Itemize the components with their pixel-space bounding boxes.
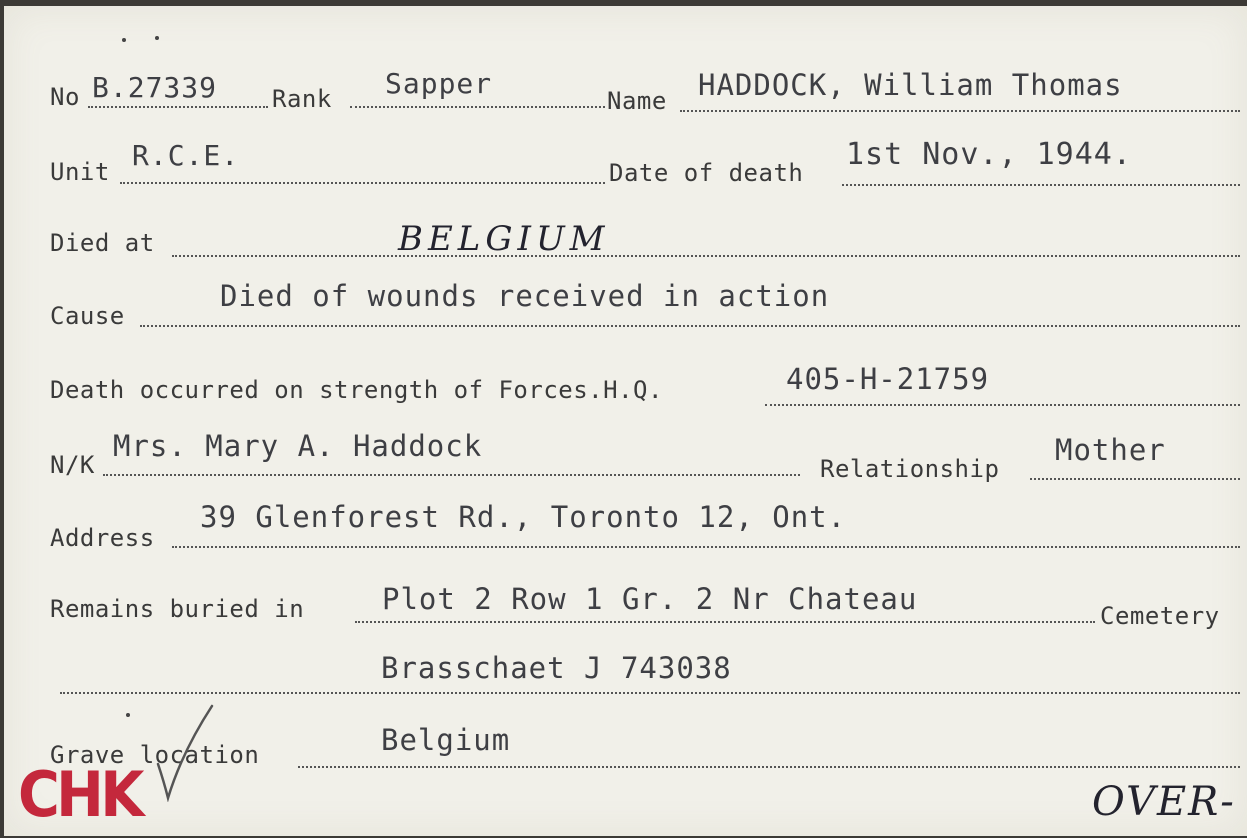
cause-value: Died of wounds received in action bbox=[220, 279, 830, 313]
rank-value: Sapper bbox=[385, 67, 493, 100]
grave-location-value: Belgium bbox=[381, 723, 511, 757]
name-underline bbox=[680, 110, 1240, 112]
next-of-kin-label: N/K bbox=[50, 451, 95, 479]
name-label: Name bbox=[607, 87, 667, 115]
remains-underline bbox=[355, 621, 1095, 623]
relationship-underline bbox=[1030, 478, 1240, 480]
next-of-kin-value: Mrs. Mary A. Haddock bbox=[113, 429, 483, 463]
cemetery-underline bbox=[60, 692, 1240, 694]
no-value: B.27339 bbox=[92, 71, 218, 104]
cemetery-label: Cemetery bbox=[1100, 602, 1220, 630]
unit-label: Unit bbox=[50, 158, 110, 186]
rank-underline bbox=[350, 106, 605, 108]
died-at-handwritten-value: BELGIUM bbox=[398, 219, 610, 259]
unit-value: R.C.E. bbox=[132, 139, 240, 172]
over-handwritten-note: OVER- bbox=[1092, 779, 1236, 825]
speck bbox=[122, 38, 126, 42]
strength-label: Death occurred on strength of Forces.H.Q. bbox=[50, 376, 663, 404]
relationship-value: Mother bbox=[1055, 433, 1166, 467]
address-underline bbox=[172, 546, 1240, 548]
cause-underline bbox=[140, 325, 1240, 327]
date-underline bbox=[842, 184, 1240, 186]
relationship-label: Relationship bbox=[820, 455, 1000, 483]
checkmark-icon bbox=[152, 702, 222, 802]
rank-label: Rank bbox=[272, 85, 332, 113]
cemetery-value: Brasschaet J 743038 bbox=[381, 651, 732, 685]
grave-location-label: Grave location bbox=[50, 741, 260, 769]
address-value: 39 Glenforest Rd., Toronto 12, Ont. bbox=[200, 500, 847, 534]
date-of-death-value: 1st Nov., 1944. bbox=[846, 137, 1132, 172]
strength-underline bbox=[765, 404, 1240, 406]
remains-label: Remains buried in bbox=[50, 595, 305, 623]
died-at-underline bbox=[172, 255, 1240, 257]
remains-value: Plot 2 Row 1 Gr. 2 Nr Chateau bbox=[382, 582, 918, 616]
chk-stamp: CHK bbox=[18, 758, 141, 831]
address-label: Address bbox=[50, 524, 155, 552]
speck bbox=[155, 36, 159, 40]
cause-label: Cause bbox=[50, 302, 125, 330]
no-label: No bbox=[50, 83, 80, 111]
unit-underline bbox=[120, 182, 605, 184]
next-of-kin-underline bbox=[103, 474, 800, 476]
died-at-label: Died at bbox=[50, 229, 155, 257]
no-underline bbox=[88, 106, 268, 108]
name-value: HADDOCK, William Thomas bbox=[698, 68, 1123, 102]
speck bbox=[126, 713, 130, 717]
grave-location-underline bbox=[298, 766, 1240, 768]
date-of-death-label: Date of death bbox=[609, 159, 804, 187]
strength-value: 405-H-21759 bbox=[786, 362, 990, 396]
